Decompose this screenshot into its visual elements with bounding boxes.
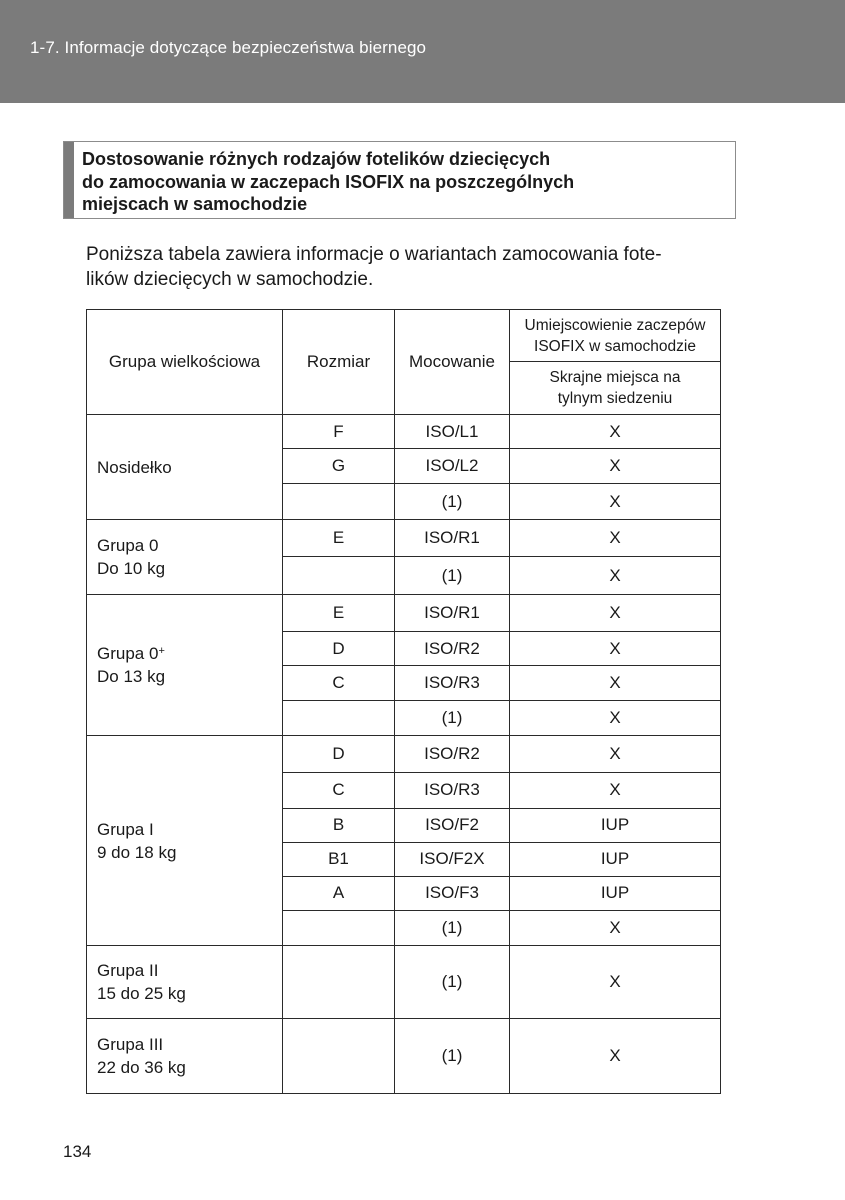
group-label xyxy=(87,415,283,520)
cell-size: D xyxy=(283,736,395,773)
cell-value: X xyxy=(510,520,721,557)
cell-size: C xyxy=(283,666,395,701)
cell-size: F xyxy=(283,415,395,449)
group-label-line: Grupa II xyxy=(97,960,159,980)
section-accent-bar xyxy=(64,142,74,218)
group-label xyxy=(87,945,283,1018)
cell-size: G xyxy=(283,449,395,484)
group-label-line: 22 do 36 kg xyxy=(97,1057,186,1077)
section-heading-line: Dostosowanie różnych rodzajów fotelików dziecięcych xyxy=(82,149,551,169)
group-label-line: Grupa 0+ xyxy=(97,644,165,664)
col-header-group: Grupa wielkościowa xyxy=(87,310,283,415)
group-label-line: Grupa 0 xyxy=(97,536,159,556)
isofix-compatibility-table xyxy=(86,309,721,1094)
group-label-line: Do 13 kg xyxy=(97,667,166,687)
cell-size: B1 xyxy=(283,842,395,876)
cell-value: X xyxy=(510,449,721,484)
col-header-size: Rozmiar xyxy=(283,310,395,415)
cell-size xyxy=(283,945,395,1018)
cell-mounting: (1) xyxy=(395,910,510,945)
cell-size xyxy=(283,701,395,736)
cell-mounting: (1) xyxy=(395,1018,510,1093)
cell-mounting: ISO/R3 xyxy=(395,666,510,701)
cell-size xyxy=(283,1018,395,1093)
cell-size: A xyxy=(283,876,395,910)
group-label xyxy=(87,736,283,945)
section-heading-line: do zamocowania w zaczepach ISOFIX na poszczególnych xyxy=(82,171,575,192)
cell-value: X xyxy=(510,632,721,666)
cell-size xyxy=(283,910,395,945)
cell-mounting: ISO/R2 xyxy=(395,632,510,666)
cell-value: X xyxy=(510,666,721,701)
table-row xyxy=(87,1018,721,1093)
cell-value: X xyxy=(510,415,721,449)
intro-line: Poniższa tabela zawiera informacje o wariantach zamocowania fote- xyxy=(86,244,662,265)
cell-value: X xyxy=(510,484,721,520)
cell-mounting: ISO/F2X xyxy=(395,842,510,876)
table-row xyxy=(87,945,721,1018)
cell-size: D xyxy=(283,632,395,666)
group-label-line: Grupa I xyxy=(97,819,154,839)
group-label-superscript: + xyxy=(158,645,165,658)
cell-mounting: (1) xyxy=(395,945,510,1018)
cell-value: X xyxy=(510,910,721,945)
cell-value: X xyxy=(510,736,721,773)
chapter-title: 1-7. Informacje dotyczące bezpieczeństwa biernego xyxy=(30,38,427,57)
group-label-line: Do 10 kg xyxy=(97,559,166,579)
intro-line: lików dziecięcych w samochodzie. xyxy=(86,269,374,290)
cell-mounting: ISO/R3 xyxy=(395,773,510,808)
table-row xyxy=(87,520,721,557)
section-heading-line: miejscach w samochodzie xyxy=(82,194,308,214)
group-label-line: Nosidełko xyxy=(97,457,172,477)
cell-mounting: ISO/F3 xyxy=(395,876,510,910)
group-label xyxy=(87,595,283,736)
cell-mounting: ISO/R1 xyxy=(395,595,510,632)
cell-size: B xyxy=(283,808,395,842)
group-label xyxy=(87,1018,283,1093)
col-header-isofix-position: Umiejscowienie zaczepów ISOFIX w samochodzie xyxy=(510,310,721,362)
table-row xyxy=(87,415,721,449)
cell-value: X xyxy=(510,773,721,808)
intro-paragraph xyxy=(86,242,746,292)
col-header-outer-rear-seats: Skrajne miejsca na tylnym siedzeniu xyxy=(510,362,721,415)
section-heading xyxy=(82,148,722,216)
cell-mounting: ISO/R2 xyxy=(395,736,510,773)
group-label-line: 15 do 25 kg xyxy=(97,983,186,1003)
col-header-mounting: Mocowanie xyxy=(395,310,510,415)
cell-value: X xyxy=(510,701,721,736)
cell-value: IUP xyxy=(510,808,721,842)
table-row xyxy=(87,736,721,773)
group-label xyxy=(87,520,283,595)
cell-mounting: (1) xyxy=(395,701,510,736)
cell-value: X xyxy=(510,595,721,632)
cell-value: X xyxy=(510,1018,721,1093)
cell-value: IUP xyxy=(510,876,721,910)
cell-size xyxy=(283,557,395,595)
page-header-bar xyxy=(0,0,845,103)
cell-value: X xyxy=(510,945,721,1018)
cell-value: X xyxy=(510,557,721,595)
section-heading-box xyxy=(63,141,736,219)
cell-mounting: (1) xyxy=(395,557,510,595)
cell-mounting: ISO/F2 xyxy=(395,808,510,842)
group-label-line: 9 do 18 kg xyxy=(97,842,177,862)
table-row xyxy=(87,595,721,632)
cell-mounting: (1) xyxy=(395,484,510,520)
cell-size: E xyxy=(283,595,395,632)
cell-size xyxy=(283,484,395,520)
group-label-line: Grupa III xyxy=(97,1034,164,1054)
cell-mounting: ISO/R1 xyxy=(395,520,510,557)
cell-size: C xyxy=(283,773,395,808)
cell-value: IUP xyxy=(510,842,721,876)
cell-mounting: ISO/L2 xyxy=(395,449,510,484)
cell-mounting: ISO/L1 xyxy=(395,415,510,449)
cell-size: E xyxy=(283,520,395,557)
page-number: 134 xyxy=(63,1142,92,1161)
